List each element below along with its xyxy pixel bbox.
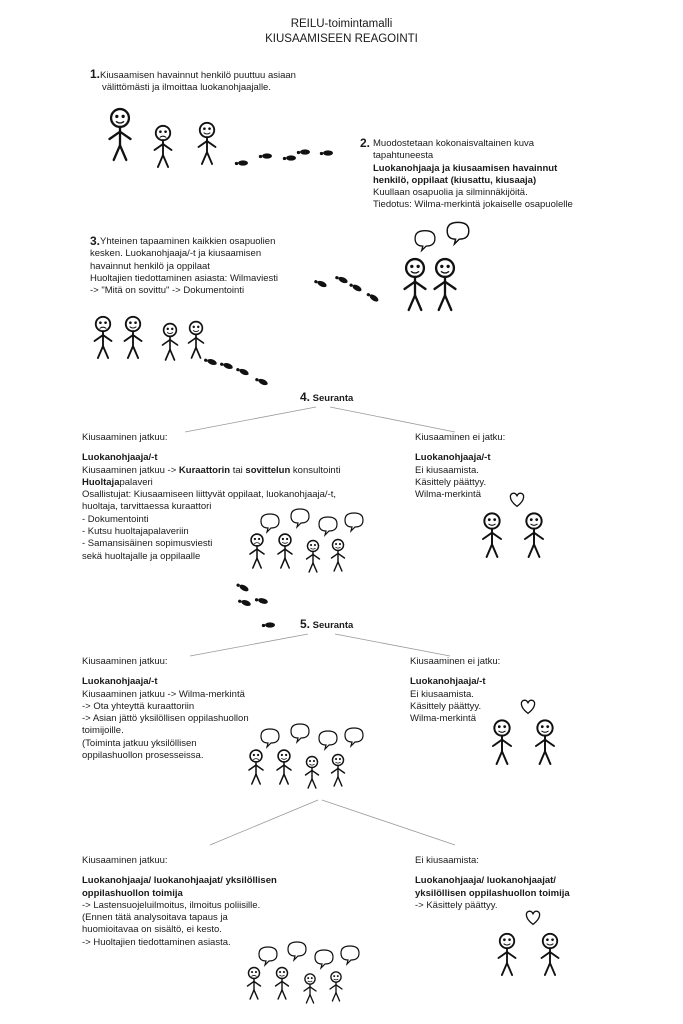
step-6-left-line: huomioitavaa on sisältö, ei kesto. bbox=[82, 924, 222, 936]
consult-post: konsultointi bbox=[290, 464, 341, 476]
step-3-line: havainnut henkilö ja oppilaat bbox=[90, 260, 210, 272]
speech-bubble-icon bbox=[319, 517, 337, 535]
step-4-left-heading: Kiusaaminen jatkuu: bbox=[82, 432, 168, 443]
step-4-label: Seuranta bbox=[312, 393, 354, 404]
stick-figure-icon bbox=[332, 754, 345, 786]
stick-figure-icon bbox=[199, 123, 216, 164]
step-6-right-line: -> Käsittely päättyy. bbox=[415, 899, 498, 911]
step-6-right-heading: Ei kiusaamista: bbox=[415, 855, 479, 866]
step-4-left-line: - Dokumentointi bbox=[82, 513, 149, 525]
speech-bubble-icon bbox=[341, 946, 359, 964]
stick-figure-icon bbox=[155, 126, 172, 167]
branch-line bbox=[185, 407, 316, 432]
speech-bubble-icon bbox=[345, 513, 363, 531]
speech-bubble-icon bbox=[315, 950, 333, 968]
stick-figure-icon bbox=[278, 534, 292, 568]
step-6-right-bold-line: Luokanohjaaja/ luokanohjaajat/ bbox=[415, 875, 556, 887]
step-4-right-line: Ei kiusaamista. bbox=[415, 464, 479, 476]
speech-bubble-icon bbox=[288, 942, 306, 960]
step-4-left-line: - Kutsu huoltajapalaveriin bbox=[82, 526, 189, 538]
palaveri-rest: palaveri bbox=[119, 476, 153, 488]
speech-bubble-icon bbox=[261, 514, 279, 532]
stick-figure-icon bbox=[276, 967, 289, 999]
consult-sovittelu: sovittelun bbox=[245, 464, 291, 476]
step-4-left-line: sekä huoltajalle ja oppilaalle bbox=[82, 550, 201, 562]
step-4-left-line: - Samansisäinen sopimusviesti bbox=[82, 538, 213, 550]
branch-line bbox=[210, 800, 318, 845]
step-3-line: kesken. Luokanohjaaja/-t ja kiusaamisen bbox=[90, 248, 262, 260]
speech-bubble-icon bbox=[259, 947, 277, 965]
footprints-icon bbox=[203, 357, 268, 387]
stick-figure-icon bbox=[332, 539, 345, 571]
step-6-left-bold-line: oppilashuollon toimija bbox=[82, 887, 183, 899]
step-4-right-line: Wilma-merkintä bbox=[415, 489, 481, 501]
speech-bubble-icon bbox=[261, 729, 279, 747]
stick-figure-icon bbox=[499, 934, 516, 975]
step-2-bold-line: Luokanohjaaja ja kiusaamisen havainnut bbox=[373, 162, 558, 174]
step-5-left-title: Luokanohjaaja/-t bbox=[82, 676, 158, 688]
step-6-left-line: (Ennen tätä analysoitava tapaus ja bbox=[82, 912, 228, 924]
stick-figure-icon bbox=[248, 967, 261, 999]
stick-figure-icon bbox=[542, 934, 559, 975]
step-4-left-line: Osallistujat: Kiusaamiseen liittyvät oppilaat, luokanohjaaja/-t, bbox=[82, 489, 336, 501]
step-1-line: Kiusaamisen havainnut henkilö puuttuu asiaan bbox=[100, 70, 296, 81]
stick-figure-icon bbox=[277, 750, 291, 784]
stick-figure-icon bbox=[125, 317, 142, 358]
consult-pre: Kiusaaminen jatkuu -> bbox=[82, 464, 179, 476]
stick-figure-icon bbox=[307, 540, 320, 572]
step-3-number: 3. bbox=[90, 234, 101, 248]
title-line-1: REILU-toimintamalli bbox=[290, 18, 393, 30]
step-5-right-line: Wilma-merkintä bbox=[410, 713, 476, 725]
step-6-left-line: -> Lastensuojeluilmoitus, ilmoitus poliisille. bbox=[82, 899, 261, 911]
step-2-line: Tiedotus: Wilma-merkintä jokaiselle osapuolelle bbox=[373, 199, 573, 211]
footprints-icon bbox=[313, 274, 379, 303]
heart-icon bbox=[526, 911, 539, 924]
branch-line bbox=[330, 407, 455, 432]
step-4-right-title: Luokanohjaaja/-t bbox=[415, 452, 491, 464]
speech-bubble-icon bbox=[291, 724, 309, 742]
step-6-left-heading: Kiusaaminen jatkuu: bbox=[82, 855, 168, 866]
step-5-right-heading: Kiusaaminen ei jatku: bbox=[410, 656, 501, 667]
step-5-right-line: Ei kiusaamista. bbox=[410, 688, 474, 700]
step-2-line: Muodostetaan kokonaisvaltainen kuva bbox=[373, 138, 535, 149]
step-2-bold-line: henkilö, oppilaat (kiusattu, kiusaaja) bbox=[373, 174, 537, 186]
speech-bubble-icon bbox=[447, 222, 469, 244]
step-5-left-line: -> Ota yhteyttä kuraattoriin bbox=[82, 700, 195, 712]
step-5-right-title: Luokanohjaaja/-t bbox=[410, 676, 486, 688]
step-3-line: Yhteinen tapaaminen kaikkien osapuolien bbox=[100, 236, 276, 247]
branch-line bbox=[335, 634, 450, 656]
step-5-left-line: -> Asian jättö yksilöllisen oppilashuollon bbox=[82, 713, 249, 725]
stick-figure-icon bbox=[110, 109, 131, 160]
step-5-right-line: Käsittely päättyy. bbox=[410, 700, 482, 712]
stick-figure-icon bbox=[304, 974, 316, 1003]
step-5-left-line: toimijoille. bbox=[82, 725, 124, 737]
branch-line bbox=[322, 800, 455, 845]
step-2-number: 2. bbox=[360, 136, 371, 150]
stick-figure-icon bbox=[536, 720, 554, 764]
speech-bubble-icon bbox=[319, 731, 337, 749]
step-3-line: Huoltajien tiedottaminen asiasta: Wilmaviesti bbox=[90, 272, 278, 284]
footprints-icon bbox=[236, 582, 275, 628]
step-5-left-heading: Kiusaaminen jatkuu: bbox=[82, 656, 168, 667]
speech-bubble-icon bbox=[291, 509, 309, 527]
step-4-number: 4. bbox=[300, 390, 311, 404]
speech-bubble-icon bbox=[415, 231, 435, 251]
speech-bubble-icon bbox=[345, 728, 363, 746]
step-5-left-line: Kiusaaminen jatkuu -> Wilma-merkintä bbox=[82, 688, 245, 700]
consult-kuraattori: Kuraattorin bbox=[178, 464, 231, 476]
step-6-left-bold-line: Luokanohjaaja/ luokanohjaajat/ yksilöllisen bbox=[82, 875, 277, 887]
step-6-left-line: -> Huoltajien tiedottaminen asiasta. bbox=[82, 936, 231, 948]
step-4-left-title: Luokanohjaaja/-t bbox=[82, 452, 158, 464]
stick-figure-icon bbox=[163, 324, 178, 360]
step-2-line: Kuullaan osapuolia ja silminnäkijöitä. bbox=[373, 187, 528, 199]
stick-figure-icon bbox=[250, 534, 264, 568]
stick-figure-icon bbox=[249, 750, 263, 784]
stick-figure-icon bbox=[525, 513, 543, 557]
step-4-left-line: huoltaja, tarvittaessa kuraattori bbox=[82, 501, 212, 513]
heart-icon bbox=[510, 493, 523, 506]
step-1-number: 1. bbox=[90, 67, 101, 81]
stick-figure-icon bbox=[189, 322, 204, 358]
step-5-left-line: (Toiminta jatkuu yksilöllisen bbox=[82, 737, 197, 749]
palaveri-bold: Huoltaja bbox=[82, 476, 120, 488]
step-5-left-line: oppilashuollon prosesseissa. bbox=[82, 750, 204, 762]
stick-figure-icon bbox=[483, 513, 501, 557]
consult-mid: tai bbox=[230, 464, 246, 476]
stick-figure-icon bbox=[435, 259, 456, 310]
step-3-line: -> "Mitä on sovittu" -> Dokumentointi bbox=[90, 285, 245, 297]
step-4-right-heading: Kiusaaminen ei jatku: bbox=[415, 432, 506, 443]
heart-icon bbox=[521, 700, 534, 713]
stick-figure-icon bbox=[493, 720, 511, 764]
footprints-icon bbox=[235, 149, 333, 165]
stick-figure-icon bbox=[405, 259, 426, 310]
step-2-line: tapahtuneesta bbox=[373, 150, 434, 162]
step-4-right-line: Käsittely päättyy. bbox=[415, 476, 487, 488]
stick-figure-icon bbox=[330, 972, 342, 1001]
stick-figure-icon bbox=[95, 317, 112, 358]
branch-line bbox=[190, 634, 308, 656]
step-1-line: välittömästi ja ilmoittaa luokanohjaajalle. bbox=[102, 82, 271, 94]
step-5-label: Seuranta bbox=[312, 620, 354, 631]
title-line-2: KIUSAAMISEEN REAGOINTI bbox=[265, 33, 418, 45]
step-5-number: 5. bbox=[300, 617, 311, 631]
stick-figure-icon bbox=[306, 756, 319, 788]
step-6-right-bold-line: yksilöllisen oppilashuollon toimija bbox=[415, 887, 570, 899]
